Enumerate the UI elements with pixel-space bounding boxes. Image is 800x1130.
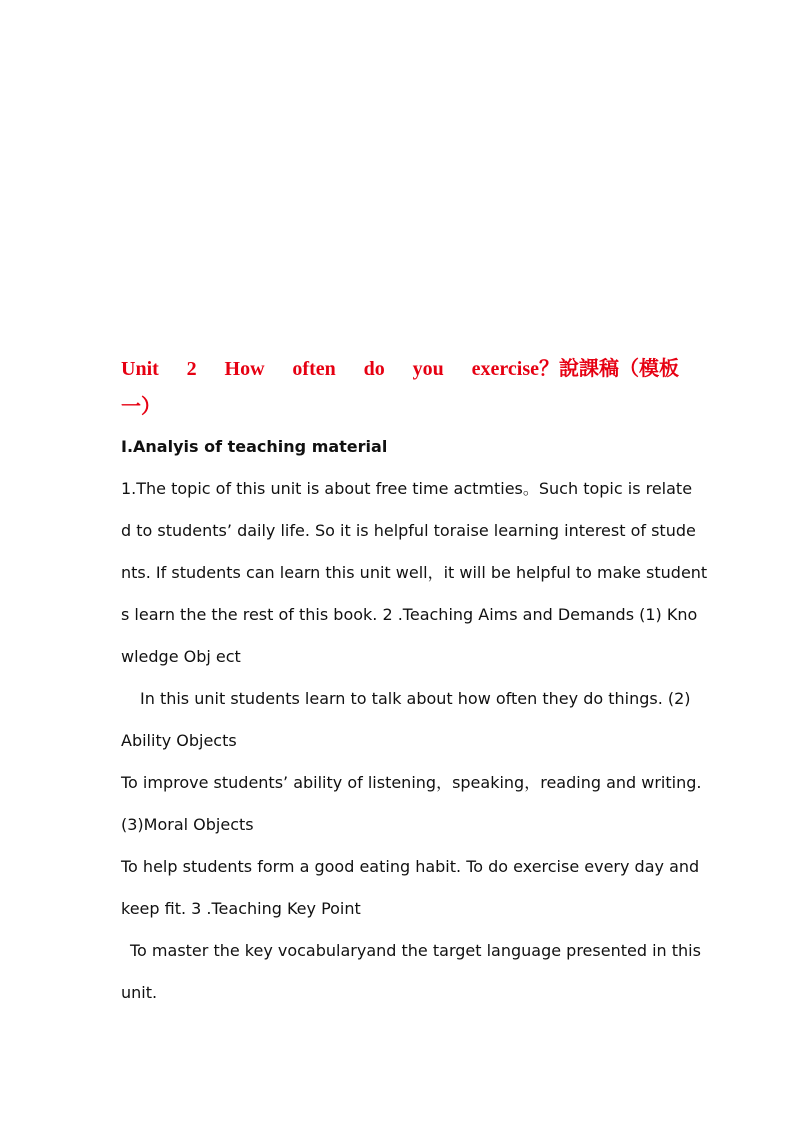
document-body xyxy=(121,350,708,1014)
body-line: To master the key vocabularyand the target language presented in this xyxy=(130,941,701,960)
body-line: keep fit. 3 .Teaching Key Point xyxy=(121,899,361,918)
body-line: To improve students’ ability of listening，speaking，reading and writing. xyxy=(121,773,702,792)
title-word: How xyxy=(224,358,265,380)
title-word: often xyxy=(292,358,336,380)
body-line: In this unit students learn to talk about how often they do things. (2) xyxy=(140,689,691,708)
body-line: 1.The topic of this unit is about free time actmties。Such topic is relate xyxy=(121,479,693,498)
body-line: s learn the the rest of this book. 2 .Teaching Aims and Demands (1) Kno xyxy=(121,605,698,624)
body-line: Ability Objects xyxy=(121,731,237,750)
title-word: 2 xyxy=(186,358,197,380)
title-line-2: 一） xyxy=(121,396,161,418)
title-line-1 xyxy=(121,350,679,388)
body-line: nts. If students can learn this unit well，it will be helpful to make student xyxy=(121,563,708,582)
body-line: wledge Obj ect xyxy=(121,647,241,666)
title-word: exercise？說課稿（模板 xyxy=(471,358,679,380)
body-line: (3)Moral Objects xyxy=(121,815,254,834)
body-line: unit. xyxy=(121,983,158,1002)
title-word: do xyxy=(363,358,385,380)
document-title xyxy=(121,350,679,426)
body-line: d to students’ daily life. So it is helpful toraise learning interest of stude xyxy=(121,521,696,540)
section-heading: Ⅰ.Analyis of teaching material xyxy=(121,437,388,456)
body-line: To help students form a good eating habit. To do exercise every day and xyxy=(121,857,700,876)
title-word: you xyxy=(412,358,444,380)
title-word: Unit xyxy=(121,358,159,380)
